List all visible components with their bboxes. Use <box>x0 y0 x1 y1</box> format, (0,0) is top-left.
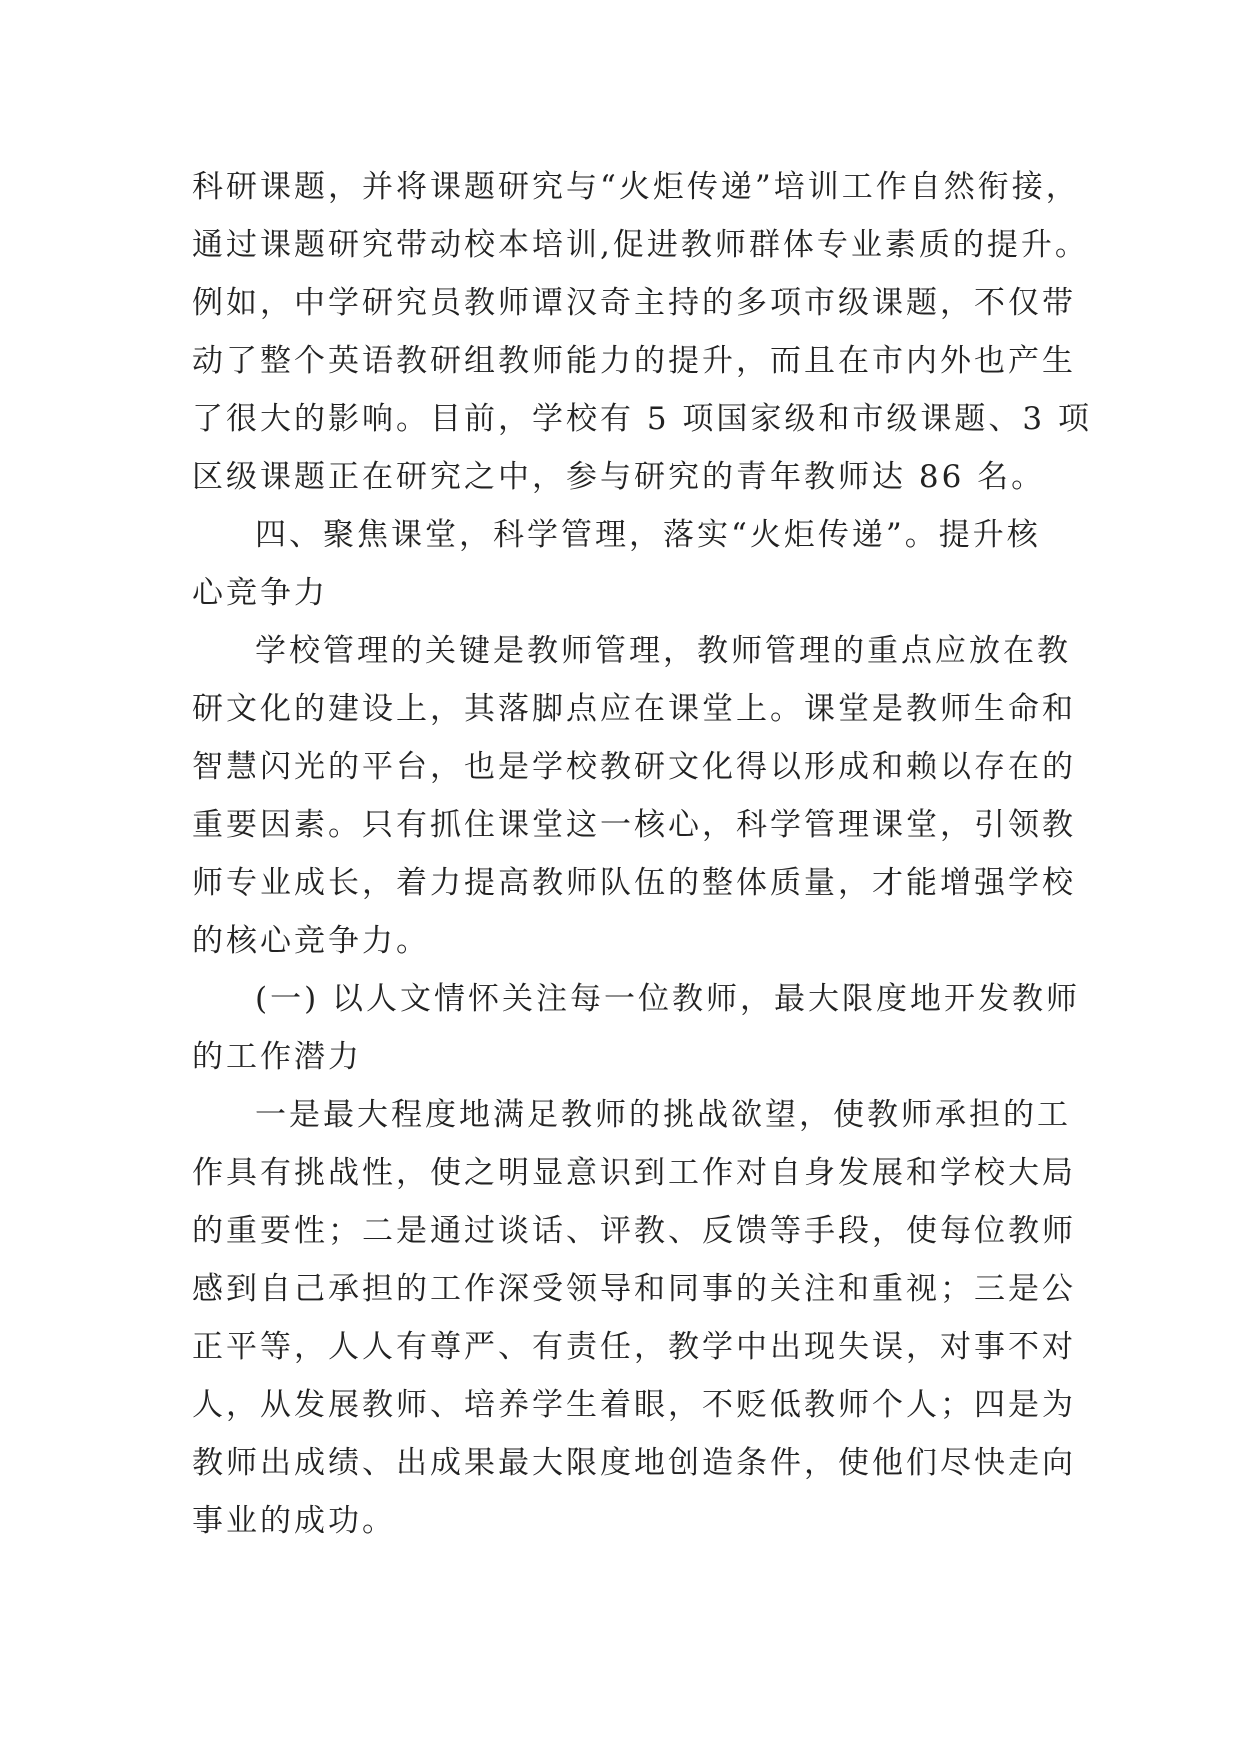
paragraph-3-line-6: 的核心竞争力。 <box>192 923 430 959</box>
paragraph-5-line-3: 的重要性；二是通过谈话、评教、反馈等手段，使每位教师 <box>192 1213 1076 1249</box>
paragraph-5-line-2: 作具有挑战性，使之明显意识到工作对自身发展和学校大局 <box>192 1155 1076 1191</box>
paragraph-5-line-1: 一是最大程度地满足教师的挑战欲望，使教师承担的工 <box>255 1097 1071 1133</box>
paragraph-1-line-2: 通过课题研究带动校本培训,促进教师群体专业素质的提升。 <box>192 227 1089 263</box>
section-heading-4-line-2: 心竞争力 <box>192 575 328 611</box>
section-heading-4-line-1: 四、聚焦课堂，科学管理，落实“火炬传递”。提升核 <box>255 517 1041 553</box>
paragraph-5-line-6: 人，从发展教师、培养学生着眼，不贬低教师个人；四是为 <box>192 1387 1076 1423</box>
paragraph-1-line-4: 动了整个英语教研组教师能力的提升，而且在市内外也产生 <box>192 343 1076 379</box>
paragraph-1-line-1: 科研课题，并将课题研究与“火炬传递”培训工作自然衔接， <box>192 169 1080 205</box>
paragraph-3-line-4: 重要因素。只有抓住课堂这一核心，科学管理课堂，引领教 <box>192 807 1076 843</box>
subheading-1-line-2: 的工作潜力 <box>192 1039 362 1075</box>
paragraph-3-line-2: 研文化的建设上，其落脚点应在课堂上。课堂是教师生命和 <box>192 691 1076 727</box>
paragraph-1-line-5: 了很大的影响。目前，学校有 5 项国家级和市级课题、3 项 <box>192 401 1093 437</box>
paragraph-5-line-7: 教师出成绩、出成果最大限度地创造条件，使他们尽快走向 <box>192 1445 1076 1481</box>
paragraph-5-line-5: 正平等，人人有尊严、有责任，教学中出现失误，对事不对 <box>192 1329 1076 1365</box>
paragraph-5-line-8: 事业的成功。 <box>192 1503 396 1539</box>
subheading-1-line-1: (一) 以人文情怀关注每一位教师，最大限度地开发教师 <box>255 981 1081 1017</box>
paragraph-1-line-6: 区级课题正在研究之中，参与研究的青年教师达 86 名。 <box>192 459 1046 495</box>
paragraph-3-line-5: 师专业成长，着力提高教师队伍的整体质量，才能增强学校 <box>192 865 1076 901</box>
paragraph-5-line-4: 感到自己承担的工作深受领导和同事的关注和重视；三是公 <box>192 1271 1076 1307</box>
paragraph-1-line-3: 例如，中学研究员教师谭汉奇主持的多项市级课题，不仅带 <box>192 285 1076 321</box>
paragraph-3-line-3: 智慧闪光的平台，也是学校教研文化得以形成和赖以存在的 <box>192 749 1076 785</box>
paragraph-3-line-1: 学校管理的关键是教师管理，教师管理的重点应放在教 <box>255 633 1071 669</box>
